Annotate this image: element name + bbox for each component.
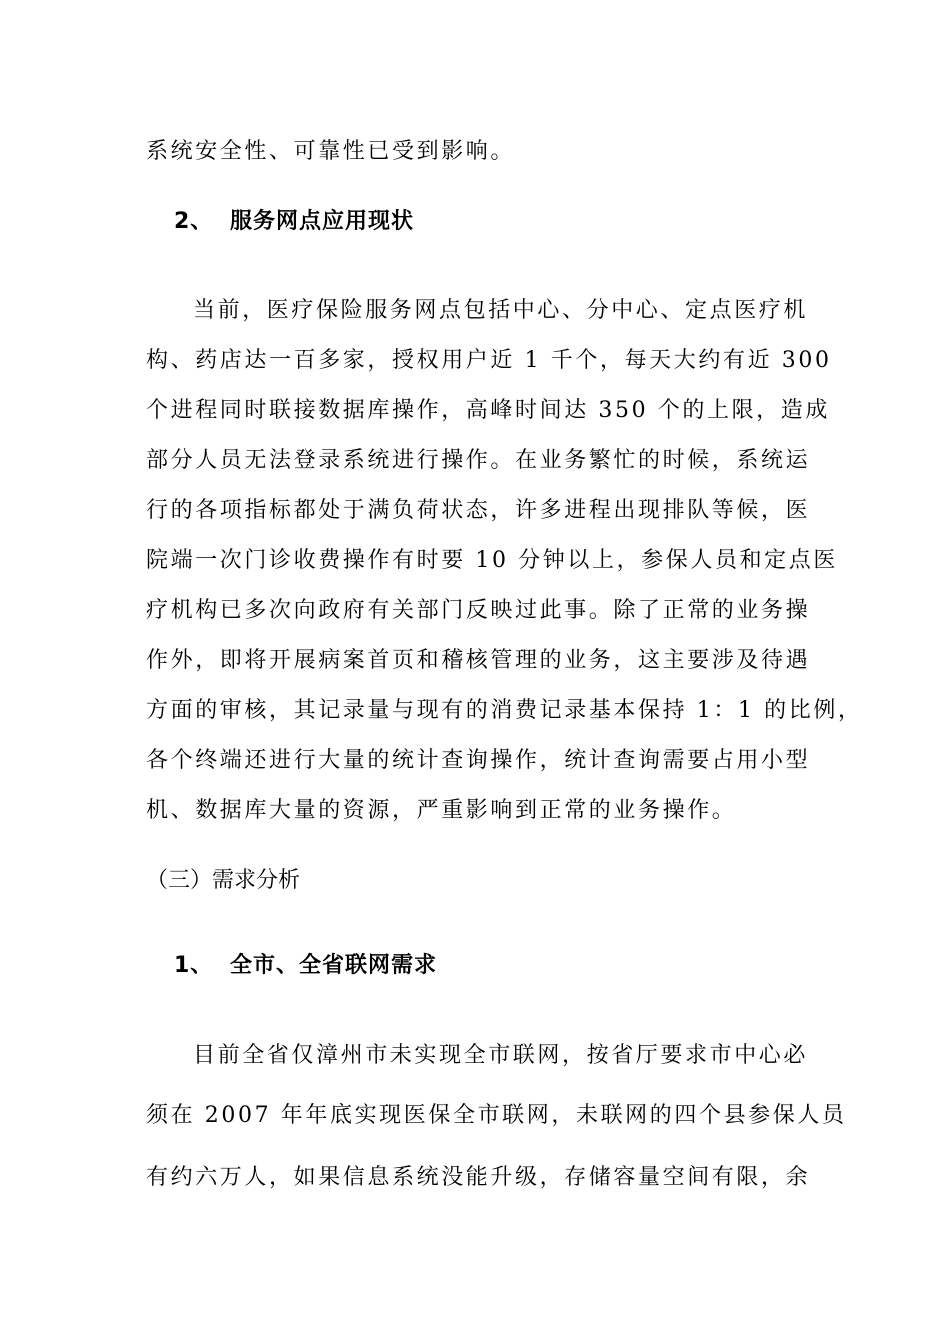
section-title: （三）需求分析	[146, 868, 301, 893]
paragraph-line: 疗机构已多次向政府有关部门反映过此事。除了正常的业务操	[146, 598, 811, 623]
paragraph-line: 机、数据库大量的资源，严重影响到正常的业务操作。	[146, 798, 737, 823]
paragraph-line: 行的各项指标都处于满负荷状态，许多进程出现排队等候，医	[146, 498, 811, 523]
paragraph-line: 须在 2007 年年底实现医保全市联网，未联网的四个县参保人员	[146, 1103, 847, 1128]
section-number: 1、	[174, 953, 214, 978]
paragraph-line: 各个终端还进行大量的统计查询操作，统计查询需要占用小型	[146, 748, 811, 773]
paragraph-line: 有约六万人，如果信息系统没能升级，存储容量空间有限，余	[146, 1165, 811, 1190]
section-heading: 服务网点应用现状	[230, 209, 415, 234]
paragraph-line: 部分人员无法登录系统进行操作。在业务繁忙的时候，系统运	[146, 448, 811, 473]
section-number: 2、	[174, 209, 214, 234]
paragraph-line: 院端一次门诊收费操作有时要 10 分钟以上，参保人员和定点医	[146, 548, 838, 573]
paragraph-line: 个进程同时联接数据库操作，高峰时间达 350 个的上限，造成	[146, 398, 830, 423]
paragraph-line: 当前，医疗保险服务网点包括中心、分中心、定点医疗机	[193, 298, 809, 323]
paragraph-line: 作外，即将开展病案首页和稽核管理的业务，这主要涉及待遇	[146, 648, 811, 673]
paragraph-line: 方面的审核，其记录量与现有的消费记录基本保持 1：1 的比例，	[146, 698, 863, 723]
paragraph-line: 系统安全性、可靠性已受到影响。	[146, 139, 516, 164]
paragraph-line: 构、药店达一百多家，授权用户近 1 千个，每天大约有近 300	[146, 348, 832, 373]
section-heading: 全市、全省联网需求	[230, 953, 438, 978]
paragraph-line: 目前全省仅漳州市未实现全市联网，按省厅要求市中心必	[193, 1043, 809, 1068]
